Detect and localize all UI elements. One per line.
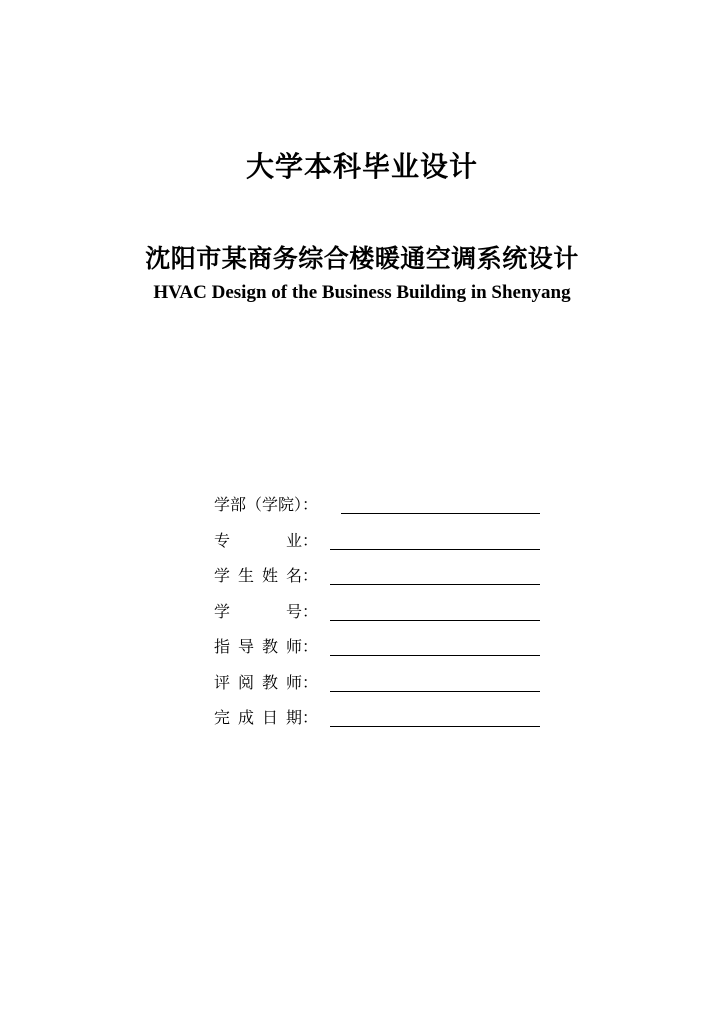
field-label: [214, 564, 318, 588]
field-blank-line[interactable]: [330, 726, 540, 727]
label-char: 教: [261, 672, 278, 692]
label-char: 指: [214, 637, 231, 656]
field-label: [214, 671, 318, 695]
label-char: 名：: [285, 566, 318, 585]
field-blank-line[interactable]: [341, 513, 540, 514]
field-blank-line[interactable]: [330, 655, 540, 656]
label-char: 日: [261, 708, 278, 727]
field-blank-line[interactable]: [330, 584, 540, 585]
degree-title: 大学本科毕业设计: [245, 150, 478, 183]
field-blank-line[interactable]: [330, 691, 540, 692]
label-char: 号：: [285, 601, 318, 621]
label-char: 业：: [285, 530, 318, 550]
field-label: [214, 635, 318, 659]
field-student-name: [214, 564, 544, 600]
field-label: 学部（学院）：: [214, 495, 319, 514]
label-char: 期：: [285, 708, 318, 727]
label-char: 成: [237, 708, 254, 727]
label-char: 导: [237, 637, 254, 656]
field-label: [214, 600, 318, 624]
label-char: 评: [214, 672, 231, 692]
field-advisor: [214, 635, 544, 671]
label-char: 完: [214, 708, 231, 727]
label-char: 师：: [285, 672, 318, 692]
label-char: 阅: [237, 672, 254, 692]
cover-info-form: [214, 493, 544, 742]
label-char: 姓: [261, 566, 278, 585]
label-char: 学: [214, 566, 231, 585]
field-completion-date: [214, 706, 544, 742]
field-label: [214, 706, 318, 730]
thesis-title-english: HVAC Design of the Business Building in Shenyang: [153, 282, 571, 303]
field-blank-line[interactable]: [330, 620, 540, 621]
thesis-title-chinese: 沈阳市某商务综合楼暖通空调系统设计: [145, 244, 579, 273]
label-char: 学: [214, 601, 231, 621]
field-blank-line[interactable]: [330, 549, 540, 550]
label-char: 专: [214, 530, 231, 550]
field-label: [214, 529, 318, 553]
field-student-id: [214, 600, 544, 636]
field-department: [214, 493, 544, 529]
field-major: [214, 529, 544, 565]
field-reviewer: [214, 671, 544, 707]
label-char: 师：: [285, 637, 318, 656]
label-char: 教: [261, 637, 278, 656]
label-char: 生: [237, 566, 254, 585]
